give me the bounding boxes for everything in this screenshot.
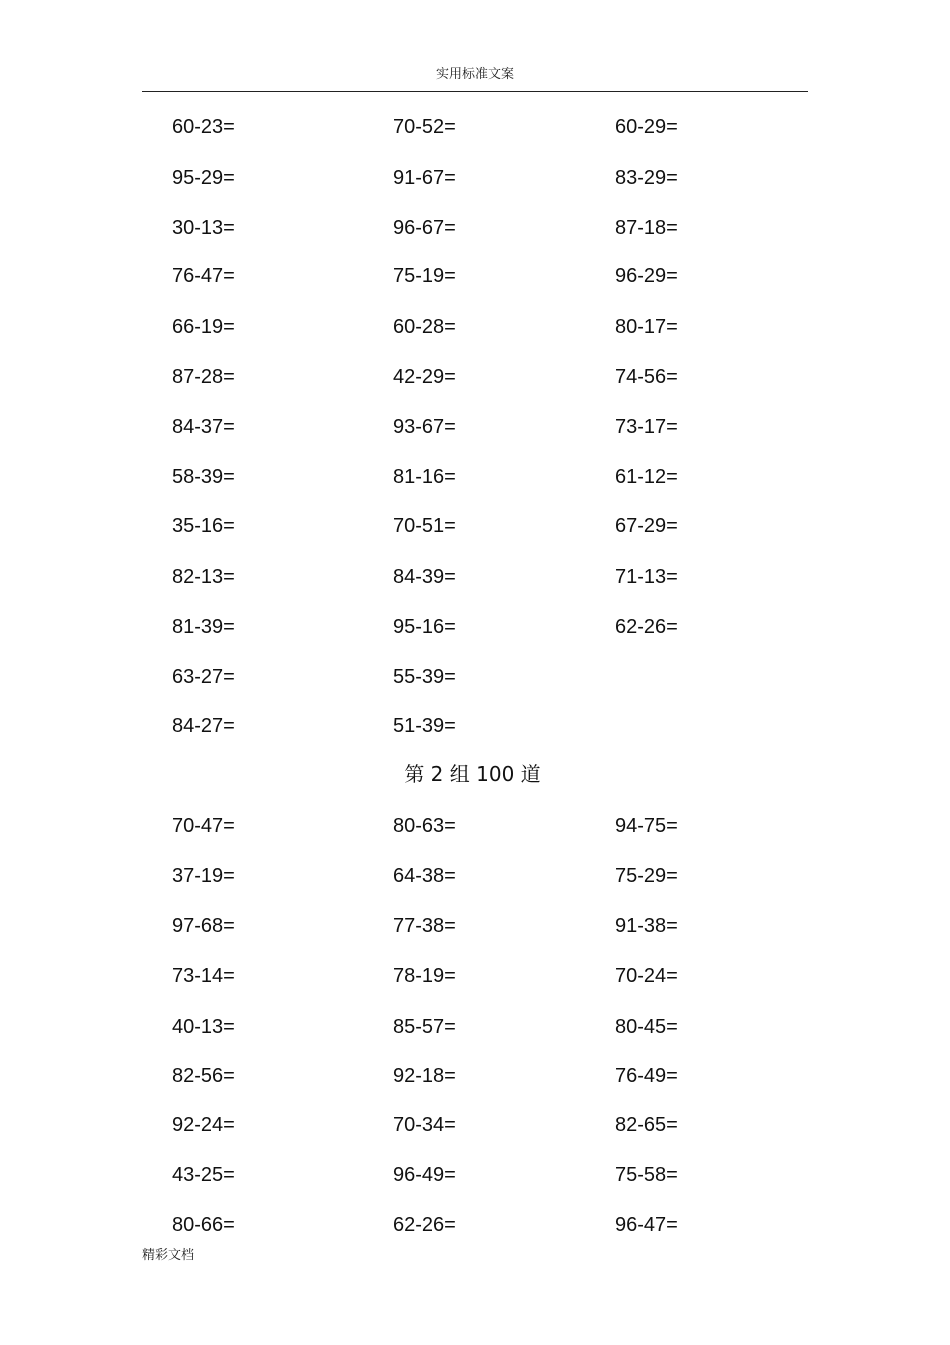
problem-item: 62-26= bbox=[615, 616, 678, 638]
problem-row bbox=[0, 114, 950, 140]
problem-item: 87-28= bbox=[172, 366, 235, 388]
problem-row bbox=[0, 813, 950, 839]
problem-item: 93-67= bbox=[393, 416, 456, 438]
section-title: 第 2 组 100 道 bbox=[404, 762, 541, 786]
problem-item: 82-13= bbox=[172, 566, 235, 588]
problem-item: 60-28= bbox=[393, 316, 456, 338]
problem-row bbox=[0, 664, 950, 690]
problem-item: 95-29= bbox=[172, 167, 235, 189]
problem-item: 82-65= bbox=[615, 1114, 678, 1136]
problem-item: 70-34= bbox=[393, 1114, 456, 1136]
problem-item: 87-18= bbox=[615, 217, 678, 239]
problem-item: 84-39= bbox=[393, 566, 456, 588]
problem-row bbox=[0, 713, 950, 739]
problem-item: 70-24= bbox=[615, 965, 678, 987]
problem-item: 81-39= bbox=[172, 616, 235, 638]
problem-item: 96-29= bbox=[615, 265, 678, 287]
problem-item: 30-13= bbox=[172, 217, 235, 239]
problem-item: 76-49= bbox=[615, 1065, 678, 1087]
problem-item: 76-47= bbox=[172, 265, 235, 287]
problem-item: 83-29= bbox=[615, 167, 678, 189]
problem-row bbox=[0, 1112, 950, 1138]
header-rule bbox=[142, 91, 808, 92]
problem-item: 75-29= bbox=[615, 865, 678, 887]
problem-item: 62-26= bbox=[393, 1214, 456, 1236]
problem-item: 80-63= bbox=[393, 815, 456, 837]
problem-row bbox=[0, 165, 950, 191]
problem-item: 70-47= bbox=[172, 815, 235, 837]
problem-row bbox=[0, 564, 950, 590]
problem-row bbox=[0, 1063, 950, 1089]
problem-item: 63-27= bbox=[172, 666, 235, 688]
problem-item: 92-18= bbox=[393, 1065, 456, 1087]
problem-item: 74-56= bbox=[615, 366, 678, 388]
problem-row bbox=[0, 1014, 950, 1040]
problem-item: 64-38= bbox=[393, 865, 456, 887]
problem-item: 55-39= bbox=[393, 666, 456, 688]
problem-item: 91-38= bbox=[615, 915, 678, 937]
problem-item: 82-56= bbox=[172, 1065, 235, 1087]
problem-row bbox=[0, 464, 950, 490]
page-header: 实用标准文案 bbox=[435, 67, 514, 82]
problem-item: 78-19= bbox=[393, 965, 456, 987]
problem-item: 94-75= bbox=[615, 815, 678, 837]
problem-item: 81-16= bbox=[393, 466, 456, 488]
problem-item: 75-58= bbox=[615, 1164, 678, 1186]
problem-item: 96-49= bbox=[393, 1164, 456, 1186]
problem-item: 71-13= bbox=[615, 566, 678, 588]
problem-item: 61-12= bbox=[615, 466, 678, 488]
problem-item: 80-17= bbox=[615, 316, 678, 338]
problem-item: 60-23= bbox=[172, 116, 235, 138]
problem-item: 96-47= bbox=[615, 1214, 678, 1236]
problem-item: 67-29= bbox=[615, 515, 678, 537]
problem-row bbox=[0, 513, 950, 539]
problem-item: 66-19= bbox=[172, 316, 235, 338]
problem-row bbox=[0, 364, 950, 390]
problem-row bbox=[0, 963, 950, 989]
problem-row bbox=[0, 263, 950, 289]
problem-row bbox=[0, 863, 950, 889]
problem-item: 85-57= bbox=[393, 1016, 456, 1038]
problem-item: 91-67= bbox=[393, 167, 456, 189]
problem-row bbox=[0, 1212, 950, 1238]
problem-item: 92-24= bbox=[172, 1114, 235, 1136]
problem-item: 70-52= bbox=[393, 116, 456, 138]
problem-row bbox=[0, 1162, 950, 1188]
problem-item: 97-68= bbox=[172, 915, 235, 937]
problem-item: 40-13= bbox=[172, 1016, 235, 1038]
problem-item: 95-16= bbox=[393, 616, 456, 638]
problem-item: 37-19= bbox=[172, 865, 235, 887]
problem-item: 75-19= bbox=[393, 265, 456, 287]
problem-item: 51-39= bbox=[393, 715, 456, 737]
problem-item: 73-14= bbox=[172, 965, 235, 987]
problem-item: 96-67= bbox=[393, 217, 456, 239]
problem-item: 42-29= bbox=[393, 366, 456, 388]
problem-item: 60-29= bbox=[615, 116, 678, 138]
problem-row bbox=[0, 215, 950, 241]
problem-row bbox=[0, 614, 950, 640]
problem-item: 77-38= bbox=[393, 915, 456, 937]
problem-item: 84-37= bbox=[172, 416, 235, 438]
problem-item: 80-45= bbox=[615, 1016, 678, 1038]
problem-item: 84-27= bbox=[172, 715, 235, 737]
page-footer: 精彩文档 bbox=[142, 1248, 195, 1263]
problem-item: 43-25= bbox=[172, 1164, 235, 1186]
problem-row bbox=[0, 913, 950, 939]
problem-item: 58-39= bbox=[172, 466, 235, 488]
problem-item: 70-51= bbox=[393, 515, 456, 537]
problem-item: 80-66= bbox=[172, 1214, 235, 1236]
problem-row bbox=[0, 314, 950, 340]
problem-item: 35-16= bbox=[172, 515, 235, 537]
problem-row bbox=[0, 414, 950, 440]
problem-item: 73-17= bbox=[615, 416, 678, 438]
